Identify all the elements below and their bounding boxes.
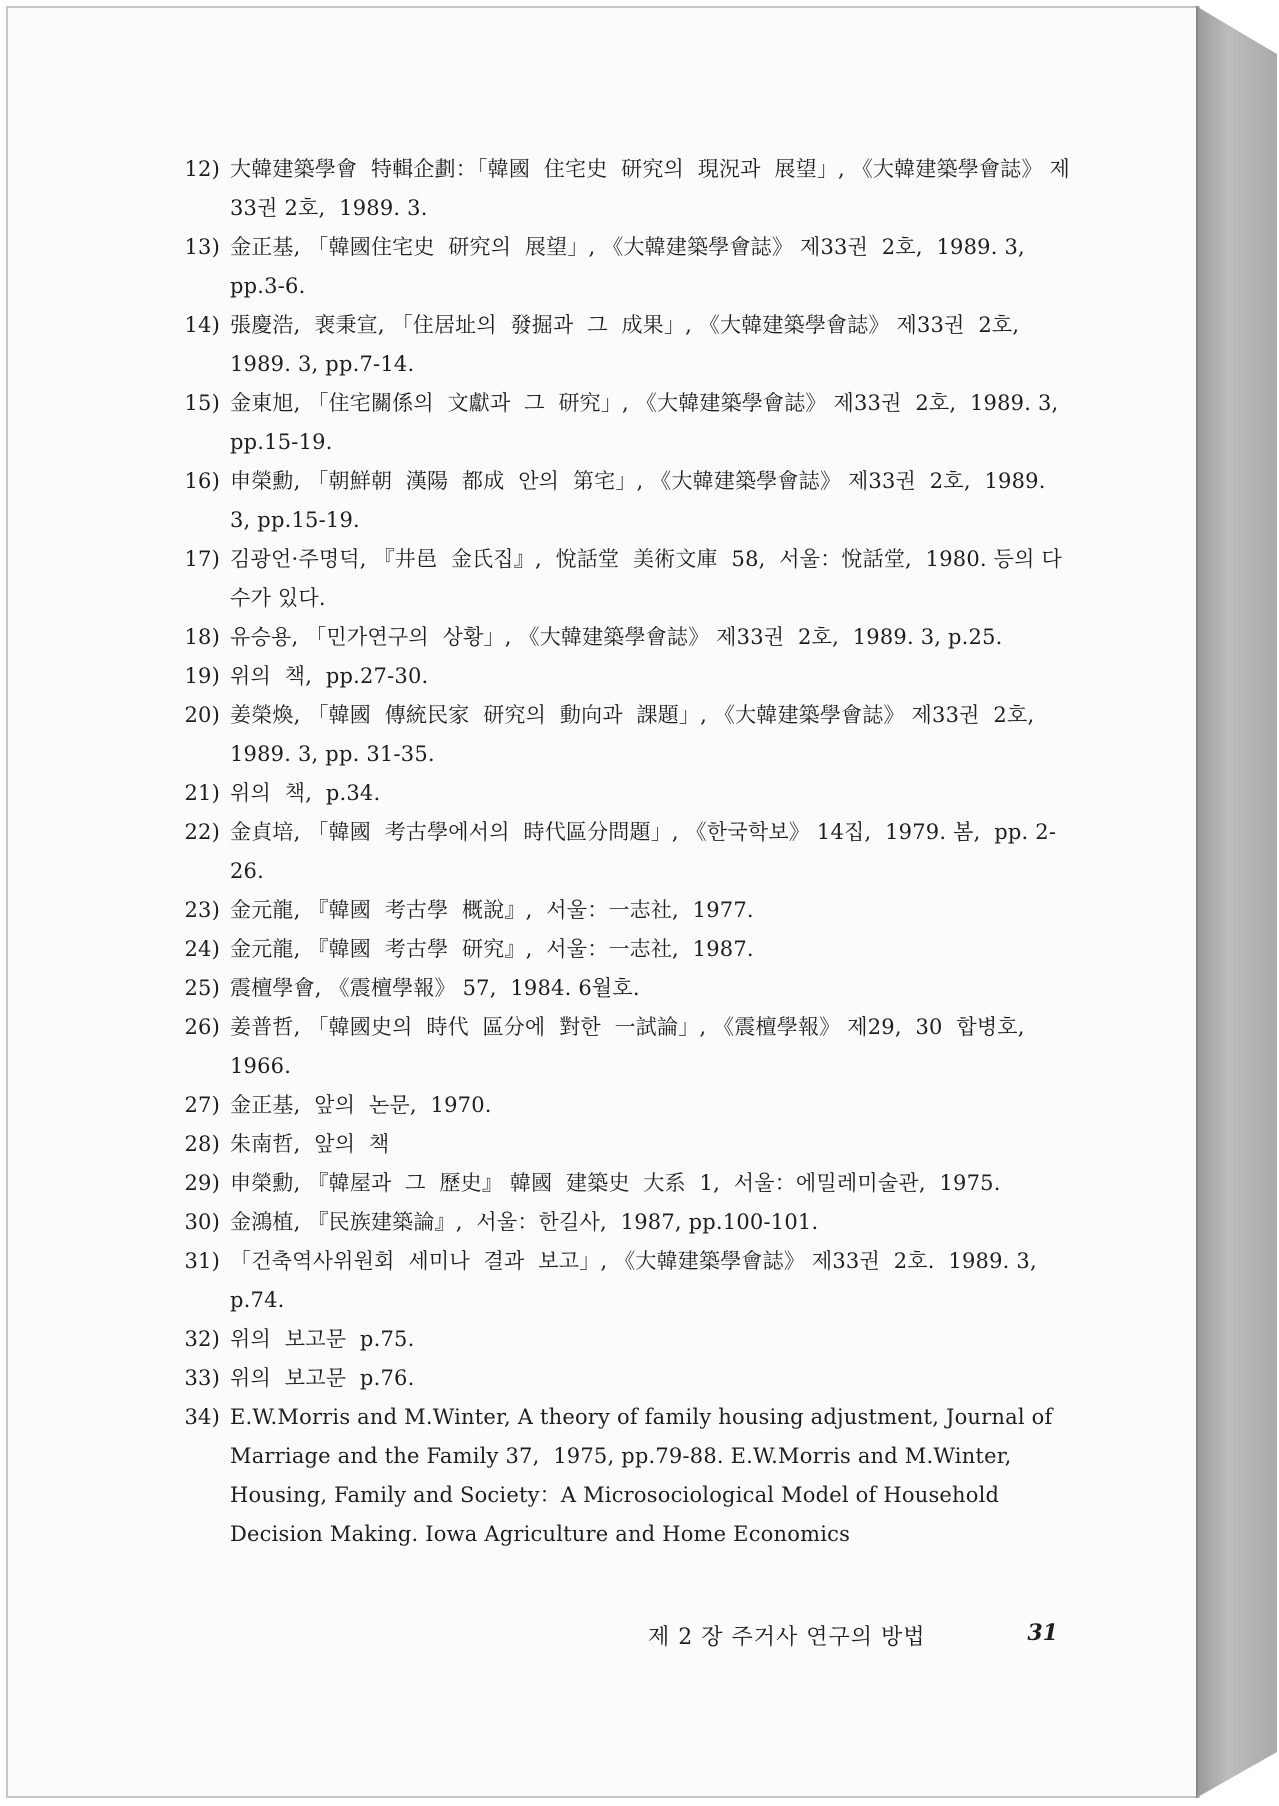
footnote-text: 위의 보고문 p.75. bbox=[230, 1327, 415, 1351]
footnote-text: 姜榮煥, 「韓國 傳統民家 研究의 動向과 課題」, 《大韓建築學會誌》 제33권 2호, 1989. 3, pp. 31-35. bbox=[230, 703, 1042, 766]
footnote-number: 14) bbox=[184, 313, 220, 337]
footnote-number: 23) bbox=[184, 898, 220, 922]
footnote-item bbox=[170, 1086, 1070, 1125]
footnote-text: 朱南哲, 앞의 책 bbox=[230, 1132, 390, 1156]
footnote-list bbox=[170, 150, 1070, 1554]
page-footer bbox=[648, 1620, 1068, 1660]
footnote-item bbox=[170, 618, 1070, 657]
book-spine bbox=[1196, 6, 1277, 1798]
footnote-text: 金元龍, 『韓國 考古學 概說』, 서울：一志社, 1977. bbox=[230, 898, 754, 922]
footnote-text: 「건축역사위원회 세미나 결과 보고」, 《大韓建築學會誌》 제33권 2호. 1989. 3, p.74. bbox=[230, 1249, 1044, 1312]
footnote-item bbox=[170, 1398, 1070, 1554]
footnote-number: 32) bbox=[184, 1327, 220, 1351]
footnote-item bbox=[170, 657, 1070, 696]
footnote-item bbox=[170, 1164, 1070, 1203]
footnote-item bbox=[170, 1320, 1070, 1359]
footnote-number: 33) bbox=[184, 1366, 220, 1390]
footnote-number: 17) bbox=[184, 547, 220, 571]
footnote-text: 金正基, 「韓國住宅史 研究의 展望」, 《大韓建築學會誌》 제33권 2호, 1989. 3, pp.3-6. bbox=[230, 235, 1032, 298]
footnote-number: 22) bbox=[184, 820, 220, 844]
footnote-number: 30) bbox=[184, 1210, 220, 1234]
footnote-text: 金正基, 앞의 논문, 1970. bbox=[230, 1093, 492, 1117]
footnote-number: 20) bbox=[184, 703, 220, 727]
page-number: 31 bbox=[1027, 1620, 1058, 1646]
footnote-item bbox=[170, 930, 1070, 969]
footnote-item bbox=[170, 969, 1070, 1008]
footnote-item bbox=[170, 306, 1070, 384]
footnote-text: 위의 보고문 p.76. bbox=[230, 1366, 415, 1390]
footnote-number: 26) bbox=[184, 1015, 220, 1039]
footnote-number: 15) bbox=[184, 391, 220, 415]
footnote-item bbox=[170, 384, 1070, 462]
footnote-text: 申榮勳, 『韓屋과 그 歷史』 韓國 建築史 大系 1, 서울：에밀레미술관, 1975. bbox=[230, 1171, 1001, 1195]
footnote-item bbox=[170, 462, 1070, 540]
footnote-number: 29) bbox=[184, 1171, 220, 1195]
footnote-number: 27) bbox=[184, 1093, 220, 1117]
footnote-text: 張慶浩, 裵秉宣, 「住居址의 發掘과 그 成果」, 《大韓建築學會誌》 제33권 2호, 1989. 3, pp.7-14. bbox=[230, 313, 1027, 376]
footnote-text: 유승용, 「민가연구의 상황」, 《大韓建築學會誌》 제33권 2호, 1989. 3, p.25. bbox=[230, 625, 1003, 649]
footnote-text: 申榮勳, 「朝鮮朝 漢陽 都成 안의 第宅」, 《大韓建築學會誌》 제33권 2호, 1989. 3, pp.15-19. bbox=[230, 469, 1053, 532]
footnote-number: 28) bbox=[184, 1132, 220, 1156]
footnote-number: 34) bbox=[184, 1405, 220, 1429]
footnote-item bbox=[170, 813, 1070, 891]
footnote-item bbox=[170, 1203, 1070, 1242]
footnote-number: 21) bbox=[184, 781, 220, 805]
footnote-number: 13) bbox=[184, 235, 220, 259]
footnote-item bbox=[170, 540, 1070, 618]
chapter-title: 제 2 장 주거사 연구의 방법 bbox=[648, 1625, 926, 1650]
footnote-text: E.W.Morris and M.Winter, A theory of family housing adjustment, Journal of Marriage and the Family 37, 1975, pp.79-88. E.W.Morris and M.Winter, Housing, Family and Society：A Microsociological Model of Household Decision Making. Iowa Agriculture and Home Economics bbox=[230, 1405, 1060, 1546]
footnote-number: 16) bbox=[184, 469, 220, 493]
footnote-text: 위의 책, p.34. bbox=[230, 781, 381, 805]
footnote-text: 金東旭, 「住宅關係의 文獻과 그 研究」, 《大韓建築學會誌》 제33권 2호, 1989. 3, pp.15-19. bbox=[230, 391, 1066, 454]
footnote-text: 金鴻植, 『民族建築論』, 서울：한길사, 1987, pp.100-101. bbox=[230, 1210, 819, 1234]
footnote-item bbox=[170, 696, 1070, 774]
footnote-item bbox=[170, 150, 1070, 228]
footnote-text: 姜普哲, 「韓國史의 時代 區分에 對한 一試論」, 《震檀學報》 제29, 30 합병호, 1966. bbox=[230, 1015, 1032, 1078]
footnote-text: 大韓建築學會 特輯企劃：「韓國 住宅史 研究의 現況과 展望」, 《大韓建築學會誌》 제33권 2호, 1989. 3. bbox=[230, 157, 1070, 220]
footnote-item bbox=[170, 228, 1070, 306]
footnote-number: 24) bbox=[184, 937, 220, 961]
footnote-text: 震檀學會, 《震檀學報》 57, 1984. 6월호. bbox=[230, 976, 640, 1000]
footnote-text: 김광언·주명덕, 『井邑 金氏집』, 悅話堂 美術文庫 58, 서울：悅話堂, 1980. 등의 다수가 있다. bbox=[230, 547, 1062, 610]
footnote-number: 12) bbox=[184, 157, 220, 181]
footnote-number: 25) bbox=[184, 976, 220, 1000]
footnote-number: 31) bbox=[184, 1249, 220, 1273]
footnote-item bbox=[170, 891, 1070, 930]
footnote-text: 金元龍, 『韓國 考古學 研究』, 서울：一志社, 1987. bbox=[230, 937, 754, 961]
footnote-number: 19) bbox=[184, 664, 220, 688]
page-edge bbox=[1196, 6, 1198, 1798]
footnote-item bbox=[170, 1242, 1070, 1320]
footnote-text: 위의 책, pp.27-30. bbox=[230, 664, 429, 688]
footnote-item bbox=[170, 1008, 1070, 1086]
footnote-item bbox=[170, 1125, 1070, 1164]
footnote-text: 金貞培, 「韓國 考古學에서의 時代區分問題」, 《한국학보》 14집, 1979. 봄, pp. 2-26. bbox=[230, 820, 1057, 883]
footnote-number: 18) bbox=[184, 625, 220, 649]
footnote-item bbox=[170, 1359, 1070, 1398]
footnote-item bbox=[170, 774, 1070, 813]
